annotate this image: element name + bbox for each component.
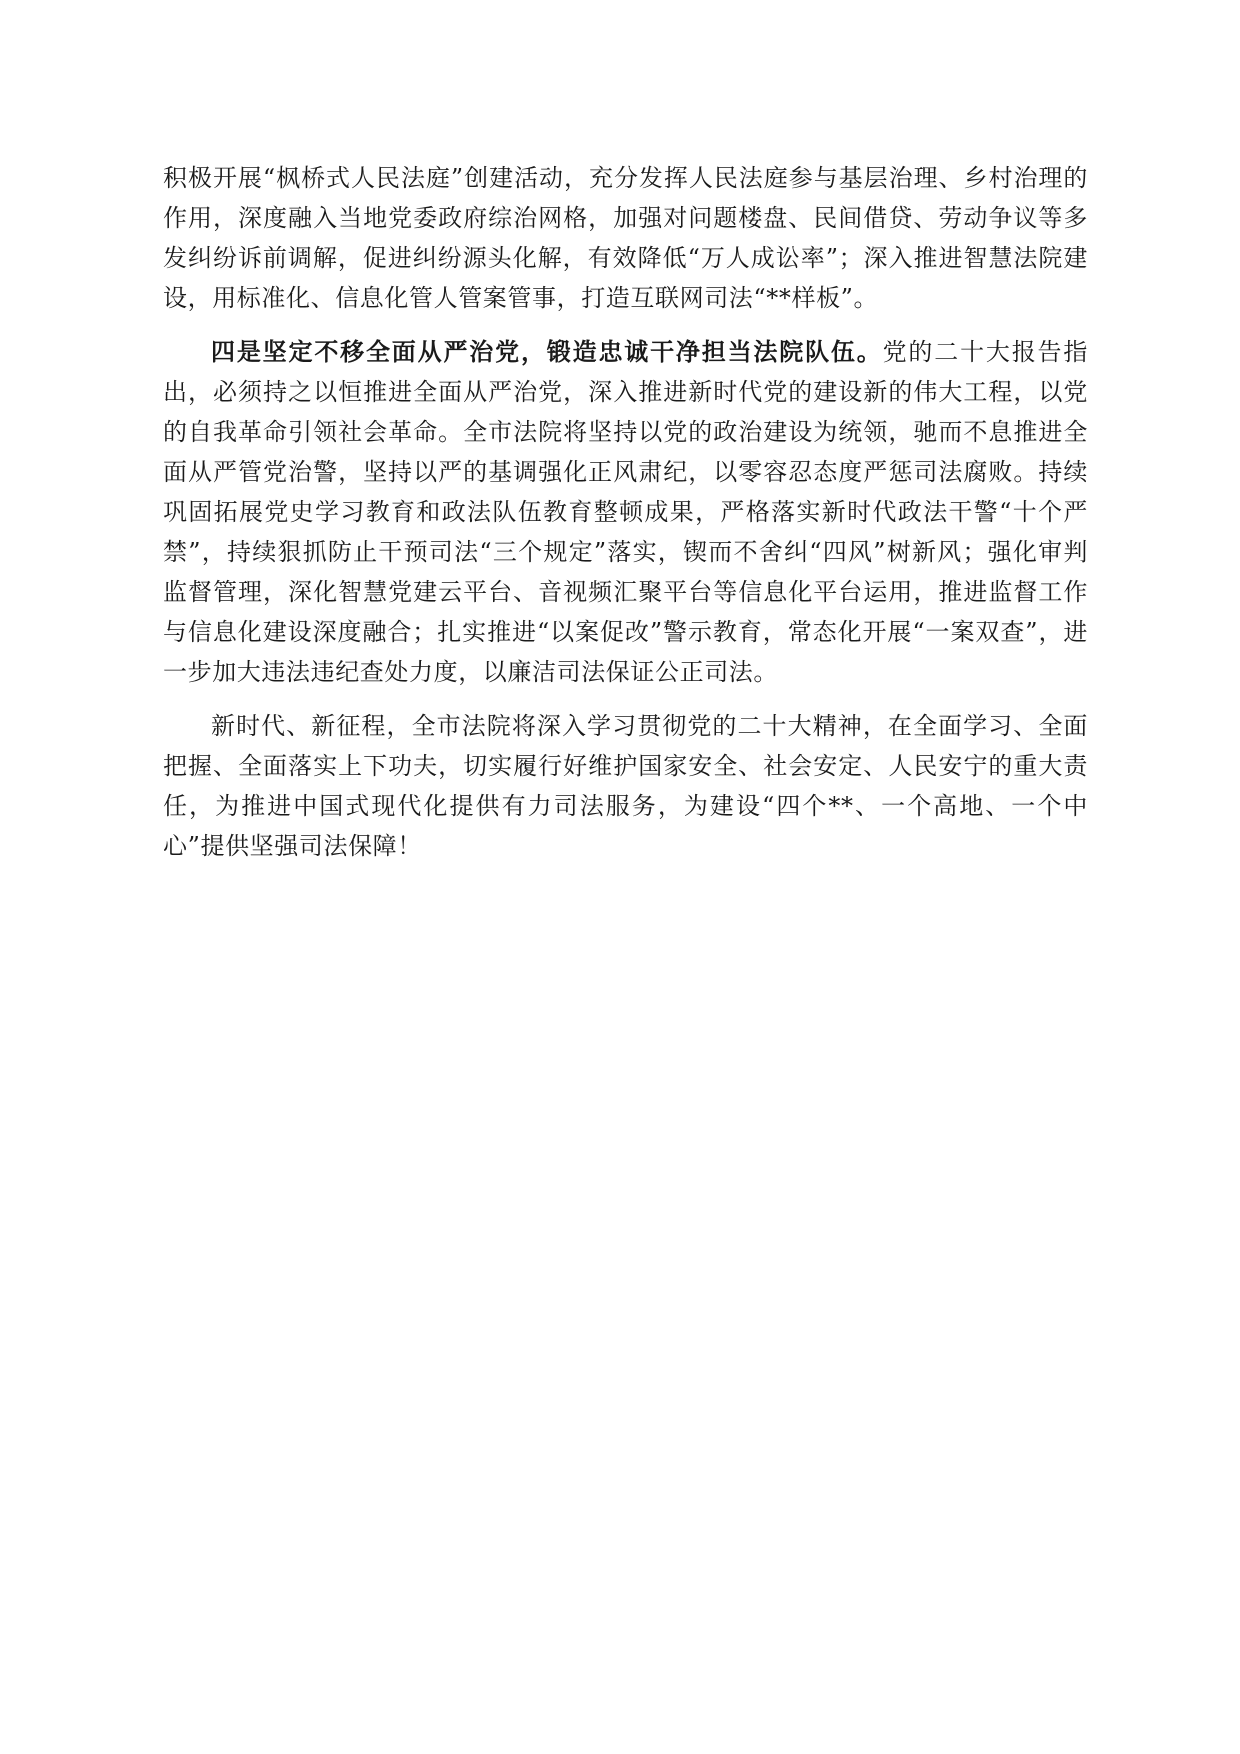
paragraph-continuation: 积极开展“枫桥式人民法庭”创建活动，充分发挥人民法庭参与基层治理、乡村治理的作用，深度融入当地党委政府综治网格，加强对问题楼盘、民间借贷、劳动争议等多发纠纷诉前调解，促进纠纷源头化解，有效降低“万人成讼率”；深入推进智慧法院建设，用标准化、信息化管人管案管事，打造互联网司法“**样板”。 — [163, 164, 1088, 312]
paragraph-section-four — [163, 332, 1088, 692]
paragraph-conclusion: 新时代、新征程，全市法院将深入学习贯彻党的二十大精神，在全面学习、全面把握、全面落实上下功夫，切实履行好维护国家安全、社会安定、人民安宁的重大责任，为推进中国式现代化提供有力司法服务，为建设“四个**、一个高地、一个中心”提供坚强司法保障！ — [163, 712, 1088, 860]
section-four-heading: 四是坚定不移全面从严治党，锻造忠诚干净担当法院队伍。 — [211, 337, 883, 366]
document-body — [163, 158, 1088, 880]
section-four-body: 党的二十大报告指出，必须持之以恒推进全面从严治党，深入推进新时代党的建设新的伟大工程，以党的自我革命引领社会革命。全市法院将坚持以党的政治建设为统领，驰而不息推进全面从严管党治警，坚持以严的基调强化正风肃纪，以零容忍态度严惩司法腐败。持续巩固拓展党史学习教育和政法队伍教育整顿成果，严格落实新时代政法干警“十个严禁”，持续狠抓防止干预司法“三个规定”落实，锲而不舍纠“四风”树新风；强化审判监督管理，深化智慧党建云平台、音视频汇聚平台等信息化平台运用，推进监督工作与信息化建设深度融合；扎实推进“以案促改”警示教育，常态化开展“一案双查”，进一步加大违法违纪查处力度，以廉洁司法保证公正司法。 — [163, 338, 1088, 686]
